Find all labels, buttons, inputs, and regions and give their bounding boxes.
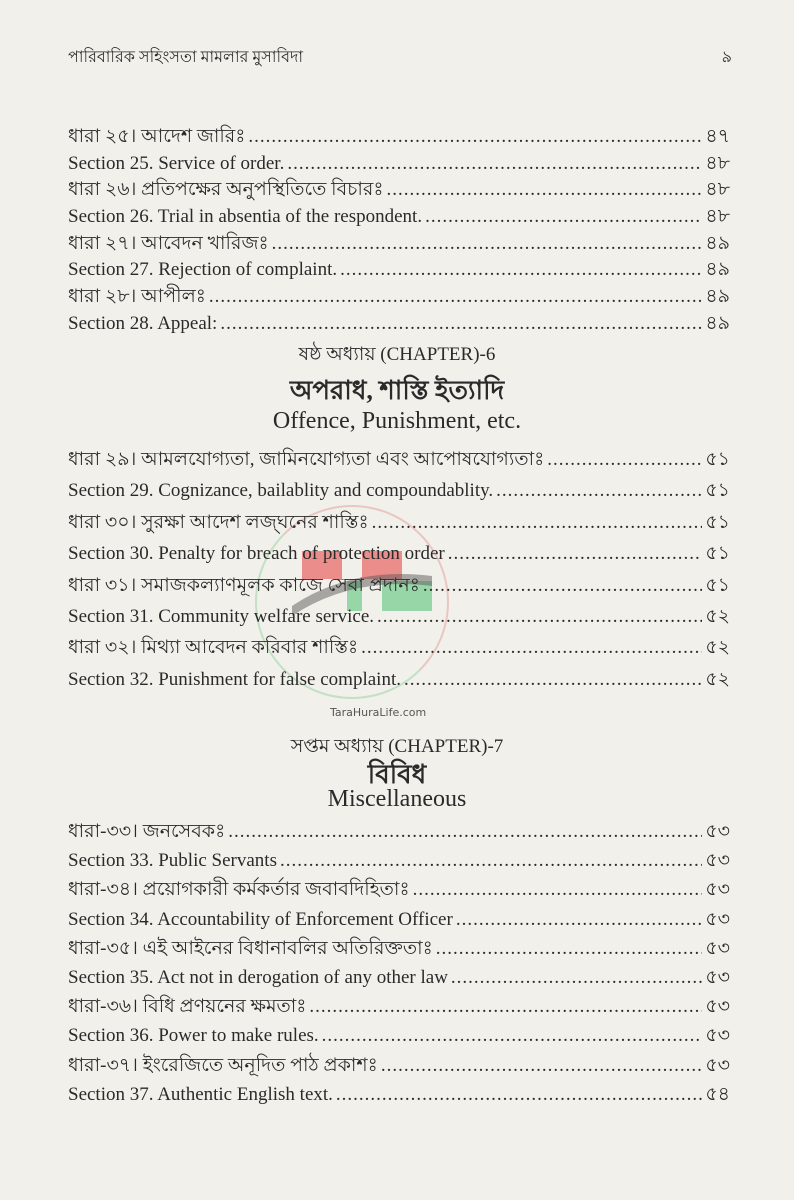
dot-leader (272, 233, 703, 255)
toc-entry-label: Section 31. Community welfare service. (68, 605, 375, 627)
toc-entry (68, 202, 730, 229)
dot-leader (287, 153, 702, 175)
dot-leader (451, 967, 702, 989)
toc-entry-label: ধারা-৩৩। জনসেবকঃ (68, 821, 226, 842)
toc-entry (68, 992, 730, 1021)
toc-section-chapter5-continued (68, 122, 730, 336)
dot-leader (377, 606, 702, 628)
toc-entry-label: ধারা-৩৬। বিধি প্রণয়নের ক্ষমতাঃ (68, 996, 307, 1018)
dot-leader (361, 637, 702, 659)
toc-entry (68, 1051, 730, 1080)
toc-entry-label: Section 28. Appeal: (68, 312, 218, 334)
dot-leader (413, 879, 703, 901)
dot-leader (496, 480, 702, 502)
toc-entry-label: ধারা ২৫। আদেশ জারিঃ (68, 126, 246, 147)
dot-leader (220, 313, 702, 335)
toc-entry-page: ৫১ (705, 511, 730, 533)
dot-leader (340, 259, 702, 281)
chapter-6-title: অপরাধ, শাস্তি ইত্যাদি (289, 376, 505, 405)
toc-entry-page: ৫১ (705, 449, 730, 470)
page-number: ৯ (721, 49, 732, 66)
toc-entry-label: ধারা ২৭। আবেদন খারিজঃ (68, 232, 269, 254)
toc-entry-page: ৫৩ (705, 908, 730, 930)
toc-section-chapter7 (68, 817, 730, 1109)
toc-entry-page: ৫২ (705, 637, 730, 659)
toc-entry-label: Section 29. Cognizance, bailablity and compoundablity. (68, 480, 494, 502)
toc-entry-label: Section 26. Trial in absentia of the respondent. (68, 206, 423, 228)
toc-entry (68, 309, 730, 336)
toc-entry (68, 571, 730, 602)
chapter-6-title-en: Offence, Punishment, etc. (272, 408, 522, 434)
toc-entry-label: Section 35. Act not in derogation of any other law (68, 966, 448, 988)
toc-entry (68, 934, 730, 963)
dot-leader (456, 909, 703, 931)
toc-entry (68, 905, 730, 934)
chapter-7-label: সপ্তম অধ্যায় (CHAPTER)-7 (290, 736, 504, 757)
toc-entry-label: Section 33. Public Servants (68, 850, 277, 872)
toc-entry (68, 875, 730, 904)
toc-entry (68, 1080, 730, 1109)
running-header (68, 44, 732, 68)
toc-entry-page: ৫৩ (705, 1025, 730, 1047)
toc-entry-label: ধারা-৩৪। প্রয়োগকারী কর্মকর্তার জবাবদিহিতাঃ (68, 879, 410, 901)
toc-entry (68, 539, 730, 570)
toc-entry-page: ৫২ (705, 605, 730, 627)
toc-entry-page: ৪৮ (705, 179, 730, 201)
toc-entry (68, 665, 730, 696)
toc-entry-label: ধারা ৩০। সুরক্ষা আদেশ লজ্ঘনের শাস্তিঃ (68, 511, 369, 533)
dot-leader (309, 996, 702, 1018)
dot-leader (436, 938, 703, 960)
toc-entry (68, 602, 730, 633)
toc-entry-page: ৫৩ (705, 821, 730, 842)
toc-entry-page: ৪৭ (705, 126, 730, 147)
toc-entry-label: Section 36. Power to make rules. (68, 1025, 319, 1047)
toc-entry-label: ধারা-৩৫। এই আইনের বিধানাবলির অতিরিক্ততাঃ (68, 937, 433, 959)
dot-leader (404, 669, 702, 691)
toc-entry-page: ৪৮ (705, 152, 730, 174)
toc-entry-page: ৫৩ (705, 850, 730, 872)
dot-leader (547, 449, 702, 471)
toc-entry-page: ৪৯ (705, 286, 730, 308)
dot-leader (423, 575, 702, 597)
dot-leader (322, 1025, 703, 1047)
toc-entry-page: ৫৪ (705, 1083, 730, 1105)
toc-entry-page: ৫৩ (705, 937, 730, 959)
toc-entry (68, 476, 730, 507)
book-title: পারিবারিক সহিংসতা মামলার মুসাবিদা (68, 49, 304, 66)
toc-entry-label: Section 32. Punishment for false complaint. (68, 668, 401, 690)
toc-section-chapter6 (68, 445, 730, 696)
toc-entry-label: Section 25. Service of order. (68, 152, 285, 174)
toc-entry-page: ৫১ (705, 480, 730, 502)
toc-entry (68, 963, 730, 992)
toc-entry-page: ৪৯ (705, 232, 730, 254)
toc-entry-label: Section 34. Accountability of Enforcement Officer (68, 908, 453, 930)
toc-entry-label: ধারা ৩১। সমাজকল্যাণমূলক কাজে সেবা প্রদানঃ (68, 574, 420, 596)
toc-entry (68, 149, 730, 176)
toc-entry (68, 508, 730, 539)
dot-leader (448, 543, 703, 565)
toc-entry (68, 633, 730, 664)
toc-entry-label: Section 30. Penalty for breach of protection order (68, 543, 445, 565)
toc-entry-label: ধারা ২৮। আপীলঃ (68, 286, 206, 308)
toc-entry-page: ৫২ (705, 668, 730, 690)
toc-entry (68, 817, 730, 846)
toc-entry-label: Section 37. Authentic English text. (68, 1083, 333, 1105)
toc-entry-label: ধারা-৩৭। ইংরেজিতে অনূদিত পাঠ প্রকাশঃ (68, 1054, 378, 1076)
toc-entry-page: ৫১ (705, 543, 730, 565)
toc-entry (68, 846, 730, 875)
dot-leader (336, 1084, 702, 1106)
toc-entry-label: ধারা ২৬। প্রতিপক্ষের অনুপস্থিতিতে বিচারঃ (68, 179, 384, 201)
dot-leader (209, 286, 702, 308)
dot-leader (280, 850, 702, 872)
dot-leader (387, 179, 703, 201)
toc-entry-label: ধারা ৩২। মিথ্যা আবেদন করিবার শাস্তিঃ (68, 637, 359, 659)
toc-entry (68, 282, 730, 309)
dot-leader (425, 206, 702, 228)
toc-entry-page: ৪৮ (705, 206, 730, 228)
toc-entry (68, 175, 730, 202)
chapter-7-title-en: Miscellaneous (327, 786, 467, 812)
toc-entry-label: Section 27. Rejection of complaint. (68, 259, 338, 281)
toc-entry-page: ৫৩ (705, 879, 730, 901)
toc-entry-page: ৫১ (705, 574, 730, 596)
watermark-text: TaraHuraLife.com (330, 706, 427, 719)
toc-entry-page: ৪৯ (705, 259, 730, 281)
dot-leader (381, 1055, 703, 1077)
toc-entry (68, 229, 730, 256)
toc-entry-page: ৫৩ (705, 1054, 730, 1076)
dot-leader (248, 126, 702, 148)
toc-entry-page: ৫৩ (705, 966, 730, 988)
chapter-6-label: ষষ্ঠ অধ্যায় (CHAPTER)-6 (298, 344, 496, 365)
toc-entry (68, 255, 730, 282)
toc-entry-page: ৫৩ (705, 996, 730, 1018)
toc-entry (68, 122, 730, 149)
toc-entry-page: ৪৯ (705, 312, 730, 334)
toc-entry-label: ধারা ২৯। আমলযোগ্যতা, জামিনযোগ্যতা এবং আপোষযোগ্যতাঃ (68, 449, 545, 470)
dot-leader (372, 512, 703, 534)
toc-entry (68, 1021, 730, 1050)
dot-leader (228, 821, 702, 843)
toc-entry (68, 445, 730, 476)
chapter-7-title: বিবিধ (367, 760, 427, 789)
